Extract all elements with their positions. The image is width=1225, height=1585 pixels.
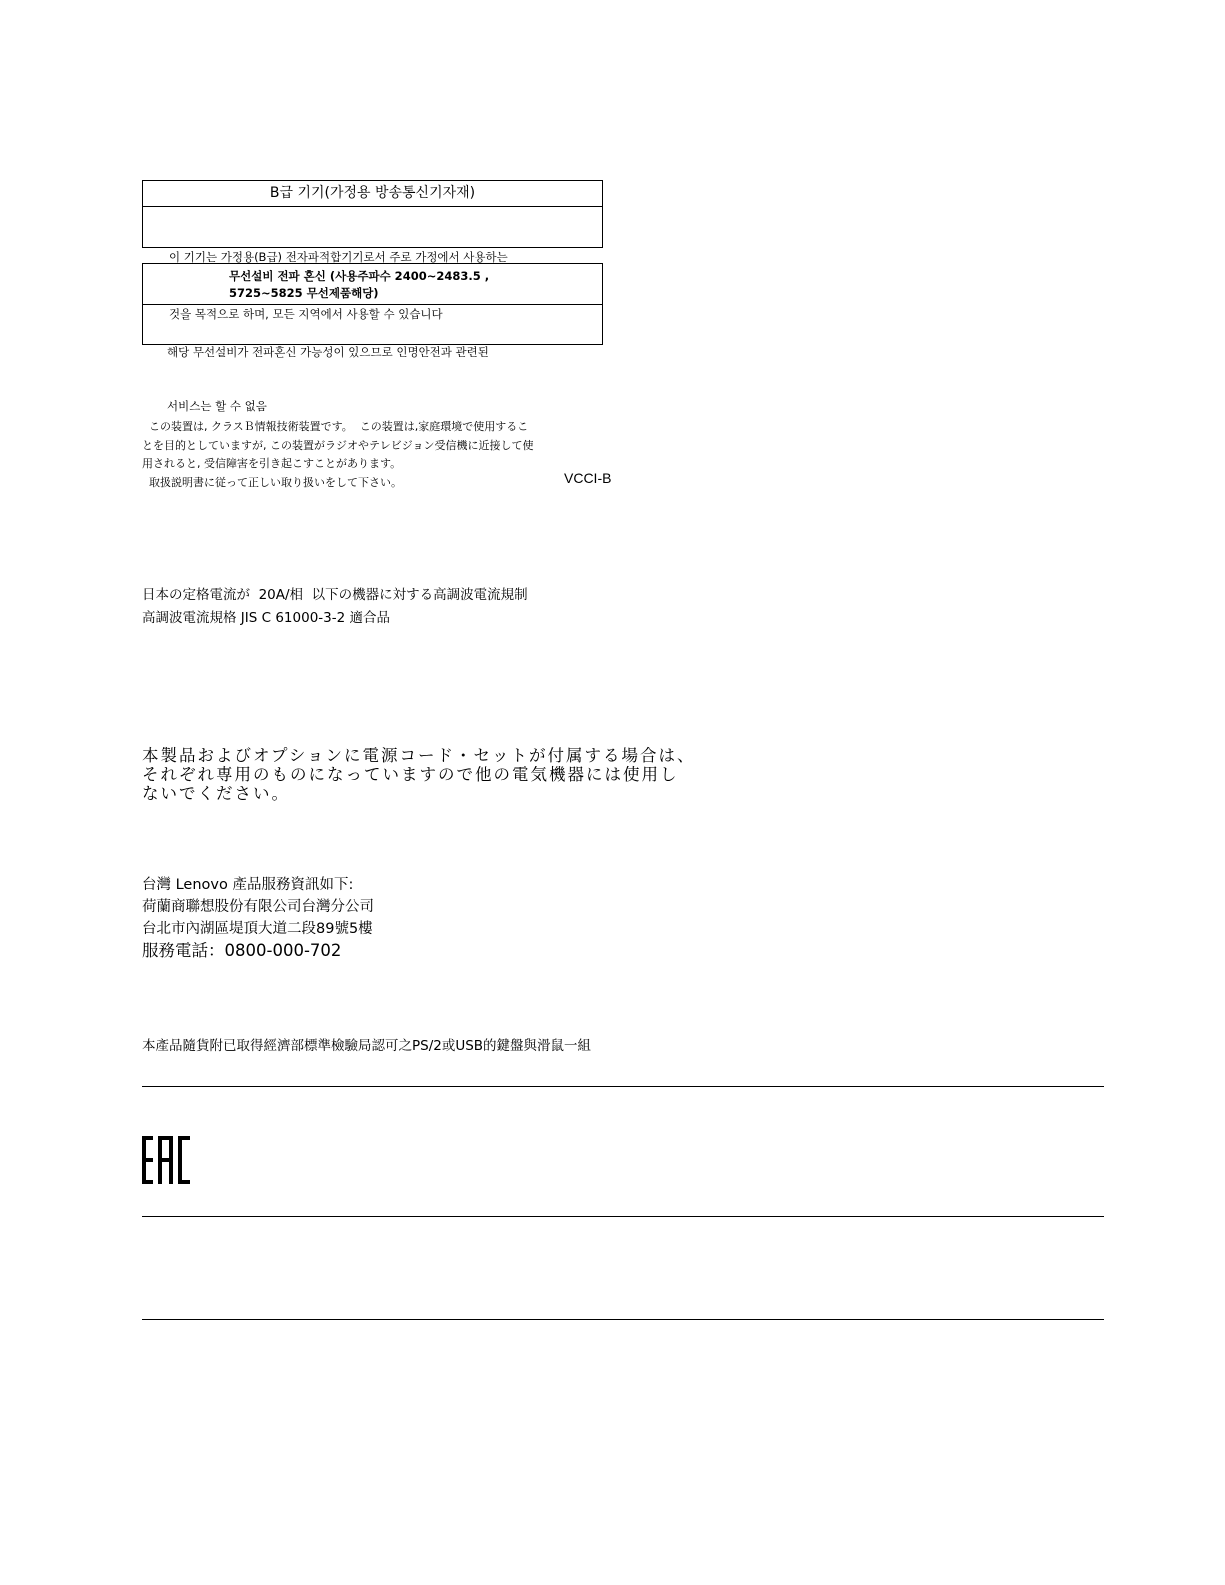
keyboard-mouse-notice: 本產品隨貨附已取得經濟部標準檢驗局認可之PS/2或USB的鍵盤與滑鼠一組 — [142, 1038, 592, 1054]
korean-radio-line: 해당 무선설비가 전파혼신 가능성이 있으므로 인명안전과 관련된 — [167, 345, 489, 359]
korean-b-class-line: 것을 목적으로 하며, 모든 지역에서 사용할 수 있습니다 — [169, 307, 443, 321]
korean-radio-title-line: 무선설비 전파 혼신 (사용주파수 2400∼2483.5 , — [229, 269, 490, 283]
taiwan-service-line: 台灣 Lenovo 產品服務資訊如下: — [142, 877, 354, 893]
harmonics-line: 日本の定格電流が 20A/相 以下の機器に対する高調波電流規制 — [142, 587, 528, 603]
power-cord-line: それぞれ専用のものになっていますので他の電気機器には使用し — [142, 765, 679, 784]
harmonics-line: 高調波電流規格 JIS C 61000-3-2 適合品 — [142, 610, 390, 626]
korean-radio-title — [143, 264, 602, 305]
vcci-line: とを目的としていますが, この装置がラジオやテレビジョン受信機に近接して使 — [142, 438, 534, 452]
eac-mark-icon — [142, 1136, 190, 1184]
divider — [142, 1319, 1104, 1320]
divider — [142, 1216, 1104, 1217]
vcci-line: 取扱説明書に従って正しい取り扱いをして下さい。 — [142, 475, 402, 489]
vcci-mark: VCCI-B — [564, 470, 612, 486]
korean-radio-box — [142, 263, 603, 413]
power-cord-notice — [142, 746, 696, 803]
korean-radio-line: 서비스는 할 수 없음 — [167, 399, 267, 413]
taiwan-service-line: 荷蘭商聯想股份有限公司台灣分公司 — [142, 899, 374, 915]
korean-b-class-title: B급 기기(가정용 방송통신기자재) — [143, 181, 602, 207]
power-cord-line: ないでください。 — [142, 784, 290, 803]
vcci-line: この装置は, クラスＢ情報技術装置です。 この装置は,家庭環境で使用するこ — [142, 420, 529, 433]
vcci-line: 用されると, 受信障害を引き起こすことがあります。 — [142, 457, 402, 470]
korean-b-class-line: 이 기기는 가정용(B급) 전자파적합기기로서 주로 가정에서 사용하는 — [169, 250, 508, 264]
taiwan-service-line: 台北市內湖區堤頂大道二段89號5樓 — [142, 921, 373, 937]
power-cord-line: 本製品およびオプションに電源コード・セットが付属する場合は、 — [142, 746, 696, 765]
taiwan-service-info — [142, 874, 374, 962]
divider — [142, 1086, 1104, 1087]
vcci-notice — [142, 418, 622, 492]
korean-radio-title-line: 5725∼5825 무선제품해당) — [229, 286, 379, 300]
taiwan-service-phone: 服務電話：0800-000-702 — [142, 941, 342, 960]
harmonics-notice — [142, 584, 528, 630]
